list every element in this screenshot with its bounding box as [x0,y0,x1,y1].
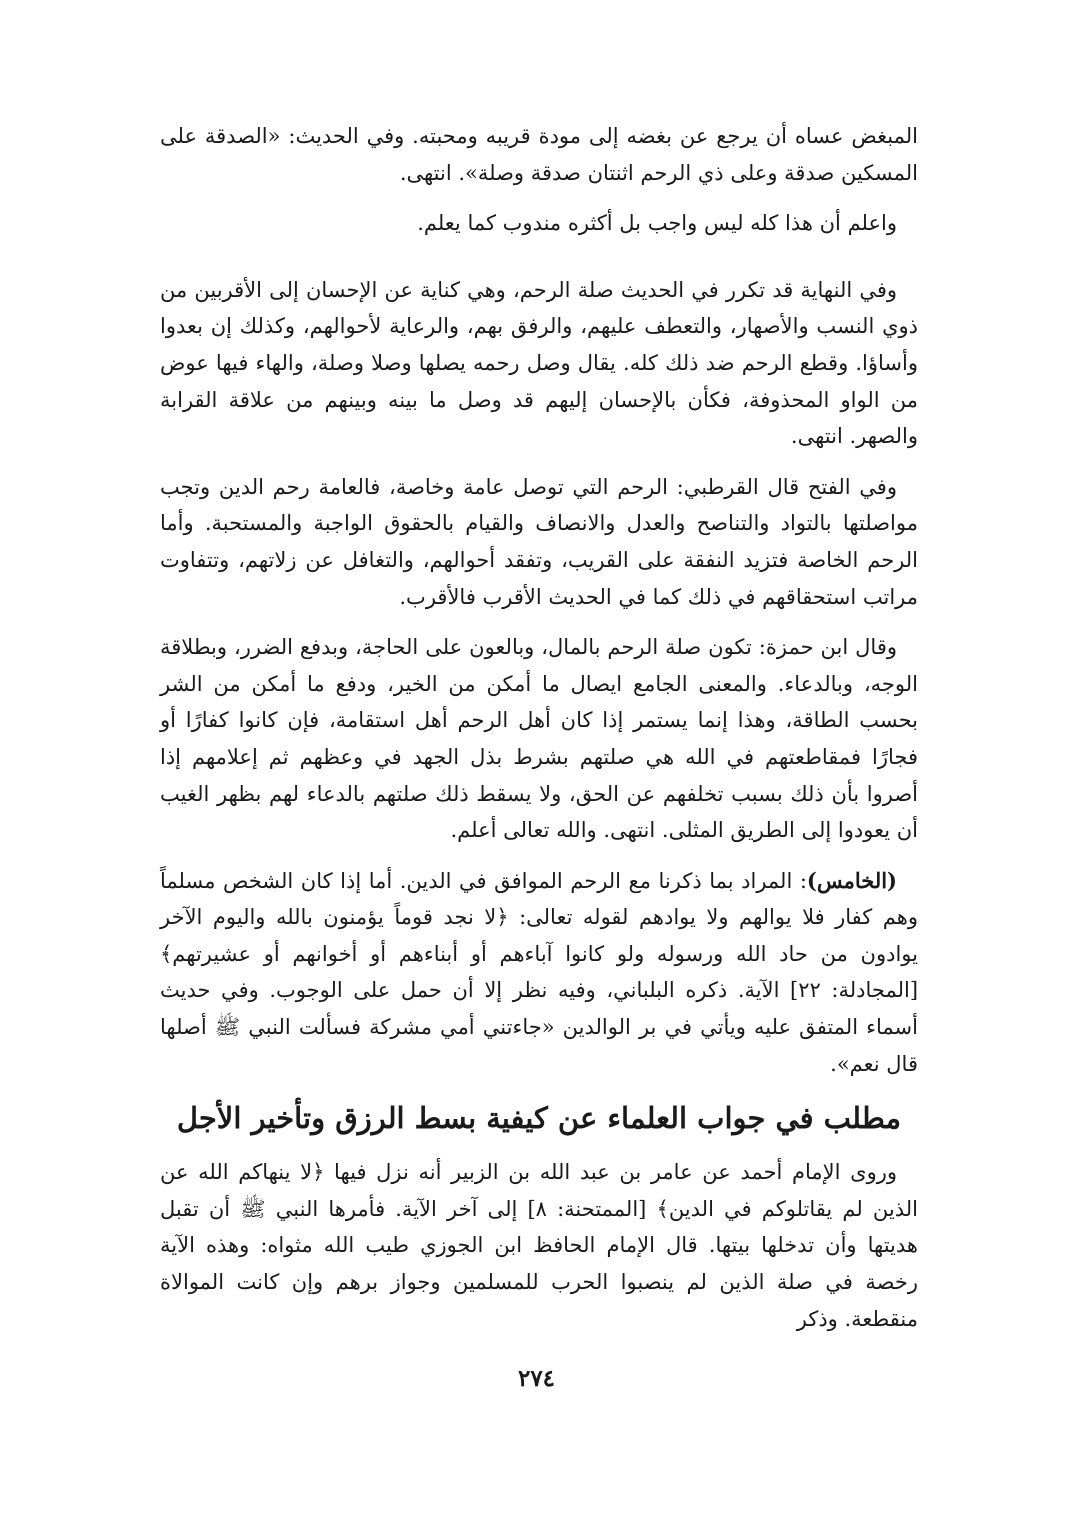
paragraph-4: وفي الفتح قال القرطبي: الرحم التي توصل عامة وخاصة، فالعامة رحم الدين وتجب مواصلتها بالتواد والتناصح والعدل والانصاف والقيام بالحقوق الواجبة والمستحبة. وأما الرحم الخاصة فتزيد النفقة على القريب، وتفقد أحوالهم، والتغافل عن زلاتهم، وتتفاوت مراتب استحقاقهم في ذلك كما في الحديث الأقرب فالأقرب. [160,474,918,609]
spacer [160,242,918,272]
spacer [160,615,918,629]
paragraph-2: واعلم أن هذا كله ليس واجب بل أكثره مندوب كما يعلم. [417,211,897,236]
paragraph-6 [160,863,918,1083]
paragraph-3: وفي النهاية قد تكرر في الحديث صلة الرحم، وهي كناية عن الإحسان إلى الأقربين من ذوي النسب والأصهار، والتعطف عليهم، والرفق بهم، والرعاية لأحوالهم، وكذلك إن بعدوا وأساؤا. وقطع الرحم ضد ذلك كله. يقال وصل رحمه يصلها وصلا وصلة، والهاء فيها عوض من الواو المحذوفة، فكأن بالإحسان إليهم قد وصل ما بينه وبينهم من علاقة القرابة والصهر. انتهى. [160,277,918,449]
paragraph-1: المبغض عساه أن يرجع عن بغضه إلى مودة قريبه ومحبته. وفي الحديث: «الصدقة على المسكين صدقة وعلى ذي الرحم اثنتان صدقة وصلة». انتهى. [160,124,918,185]
spacer [160,455,918,469]
paragraph-7: وروى الإمام أحمد عن عامر بن عبد الله بن الزبير أنه نزل فيها ﴿لا ينهاكم الله عن الذين لم يقاتلوكم في الدين﴾ [الممتحنة: ٨] إلى آخر الآية. فأمرها النبي ﷺ أن تقبل هديتها وأن تدخلها بيتها. قال الإمام الحافظ ابن الجوزي طيب الله مثواه: وهذه الآية رخصة في صلة الذين لم ينصبوا الحرب للمسلمين وجواز برهم وإن كانت الموالاة منقطعة. وذكر [160,1160,919,1331]
page-body [160,118,918,1337]
page-number: ٢٧٤ [517,1365,556,1392]
section-heading: مطلب في جواب العلماء عن كيفية بسط الرزق وتأخير الأجل [176,1101,902,1136]
paragraph-6-text: : المراد بما ذكرنا مع الرحم الموافق في الدين. أما إذا كان الشخص مسلماً وهم كفار فلا يوالهم ولا يوادهم لقوله تعالى: ﴿لا نجد قوماً يؤمنون بالله واليوم الآخر يوادون من حاد الله ورسوله ولو كانوا آباءهم أو أبناءهم أو أخوانهم أو عشيرتهم﴾ [المجادلة: ٢٢] الآية. ذكره البلباني، وفيه نظر إلا أن حمل على الوجوب. وفي حديث أسماء المتفق عليه ويأتي في بر الوالدين «جاءتني أمي مشركة فسألت النبي ﷺ أصلها قال نعم». [160,868,919,1076]
paragraph-5: وقال ابن حمزة: تكون صلة الرحم بالمال، وبالعون على الحاجة، وبدفع الضرر، وبطلاقة الوجه، وبالدعاء. والمعنى الجامع ايصال ما أمكن من الخير، ودفع ما أمكن من الشر بحسب الطاقة، وهذا إنما يستمر إذا كان أهل الرحم أهل استقامة، فإن كانوا كفارًا أو فجارًا فمقاطعتهم في الله هي صلتهم بشرط بذل الجهد في وعظهم ثم إعلامهم إذا أصروا بأن ذلك بسبب تخلفهم عن الحق، ولا يسقط ذلك صلتهم بالدعاء لهم بظهر الغيب أن يعودوا إلى الطريق المثلى. انتهى. والله تعالى أعلم. [160,635,918,843]
spacer [160,191,918,205]
section-label: (الخامس) [806,867,897,893]
spacer [160,849,918,863]
